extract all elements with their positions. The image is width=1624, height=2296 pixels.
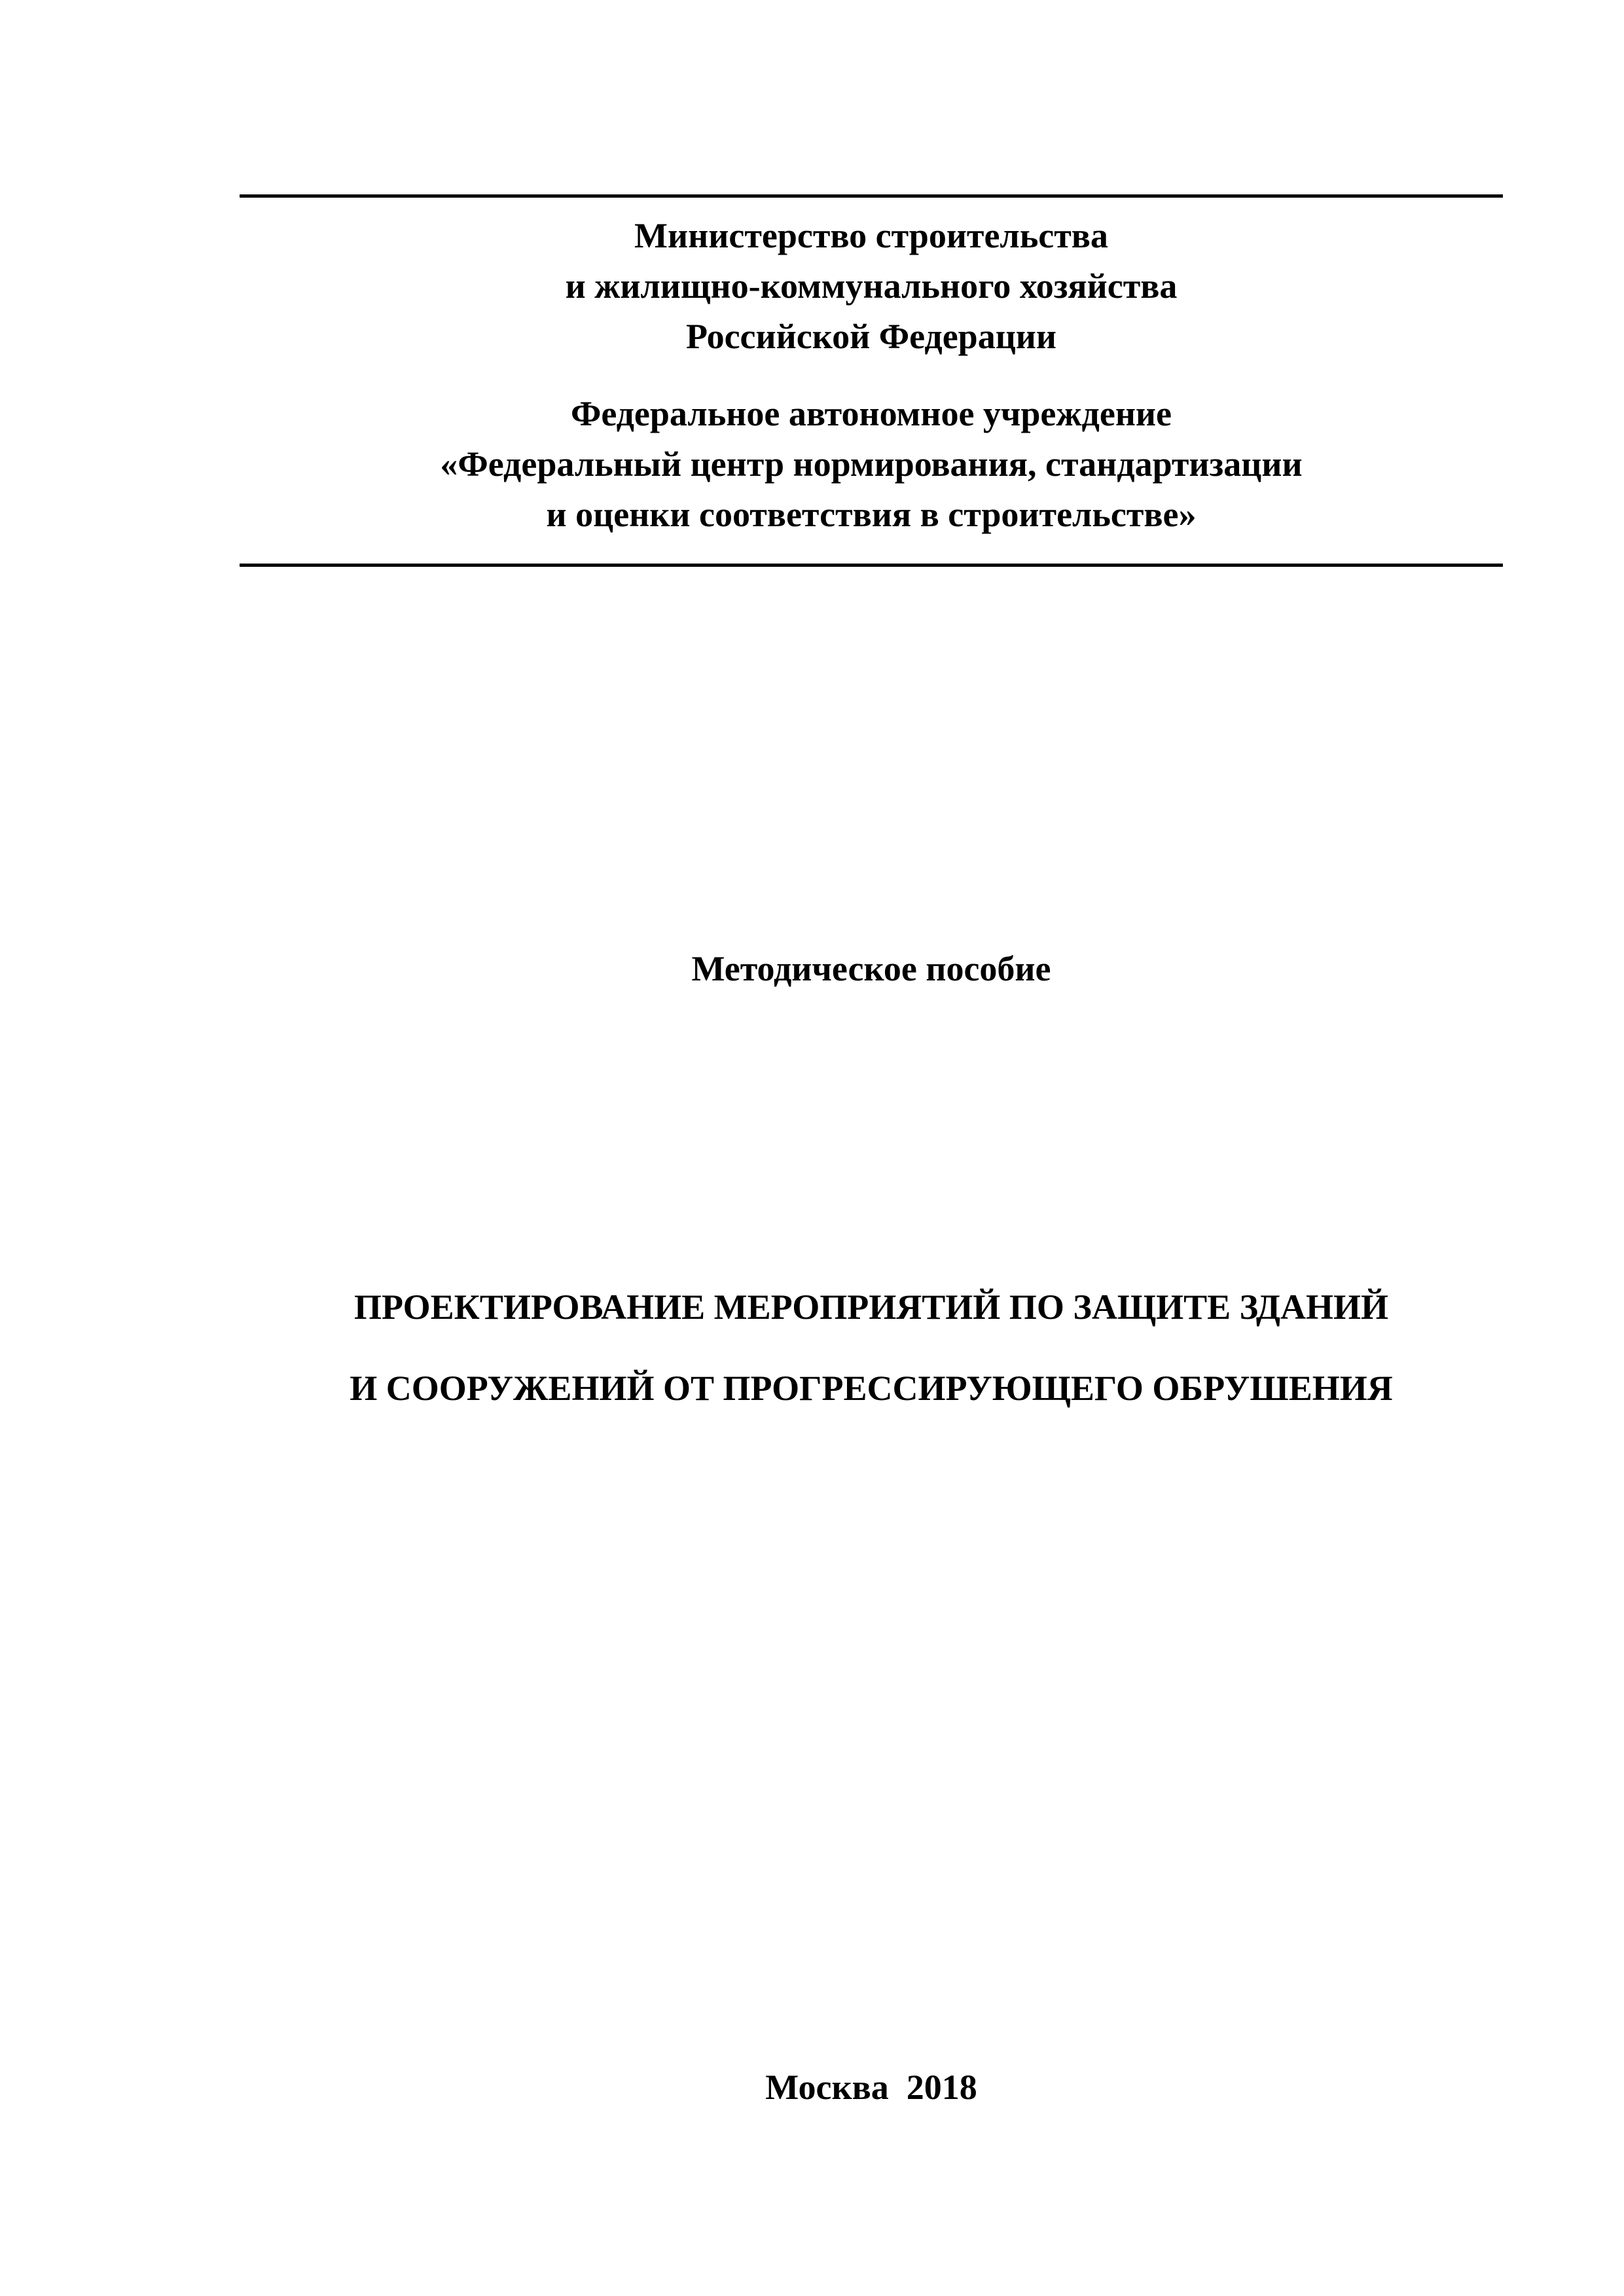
institution-header xyxy=(240,389,1503,540)
document-type xyxy=(240,944,1503,994)
ministry-line: Российской Федерации xyxy=(685,317,1057,356)
top-horizontal-rule xyxy=(240,194,1503,198)
bottom-horizontal-rule xyxy=(240,564,1503,567)
institution-line: и оценки соответствия в строительстве» xyxy=(546,495,1197,534)
document-type-label: Методическое пособие xyxy=(691,949,1051,988)
ministry-header xyxy=(240,211,1503,362)
imprint xyxy=(240,2062,1503,2113)
title-line: И СООРУЖЕНИЙ ОТ ПРОГРЕССИРУЮЩЕГО ОБРУШЕНИЯ xyxy=(350,1369,1393,1408)
ministry-line: Министерство строительства xyxy=(634,216,1108,255)
document-title xyxy=(240,1266,1503,1429)
ministry-line: и жилищно-коммунального хозяйства xyxy=(565,266,1178,306)
institution-line: «Федеральный центр нормирования, стандартизации xyxy=(440,444,1303,484)
title-line: ПРОЕКТИРОВАНИЕ МЕРОПРИЯТИЙ ПО ЗАЩИТЕ ЗДАНИЙ xyxy=(353,1287,1389,1327)
institution-line: Федеральное автономное учреждение xyxy=(570,394,1172,433)
imprint-place-year: Москва 2018 xyxy=(765,2068,977,2107)
